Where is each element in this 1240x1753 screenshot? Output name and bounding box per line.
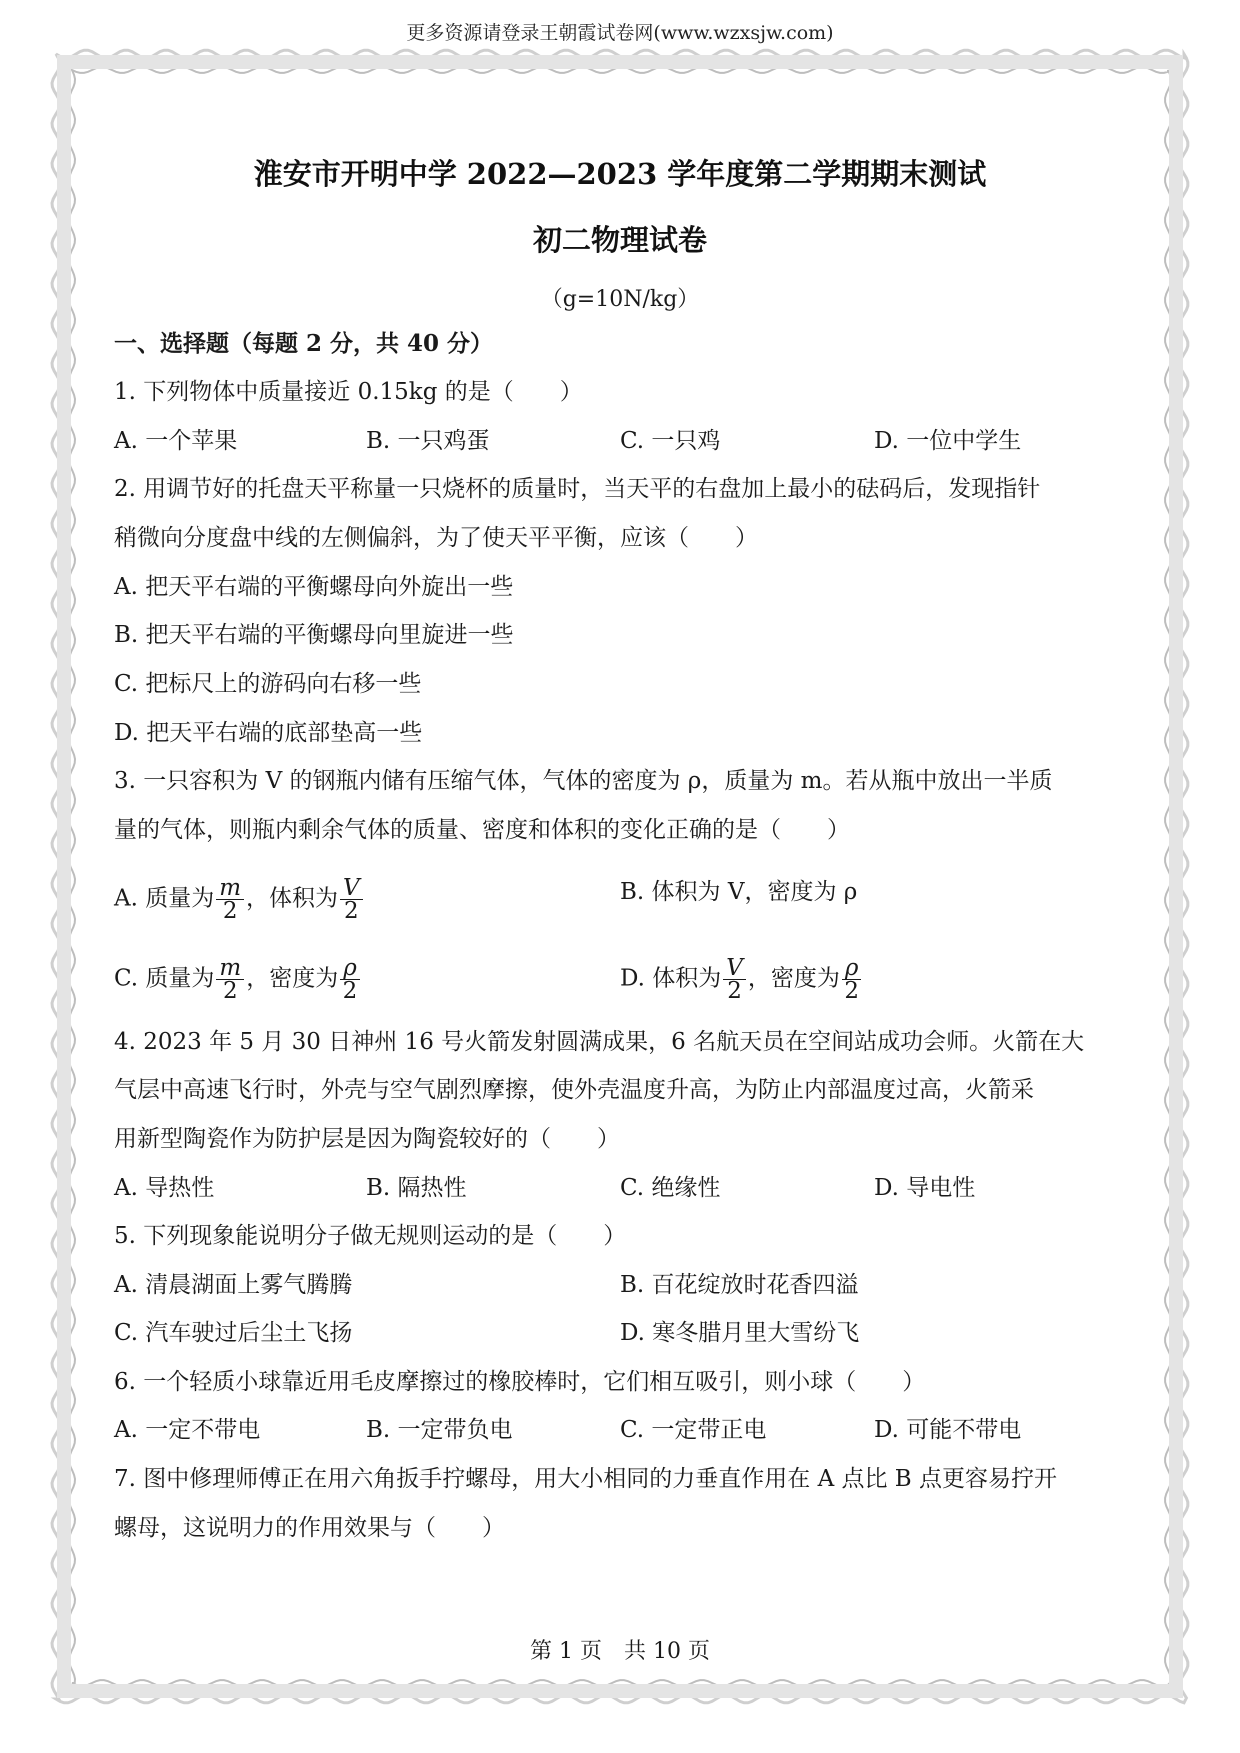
q3-d-prefix: D. 体积为 xyxy=(620,965,722,992)
gravity-condition: （g=10N/kg） xyxy=(540,287,700,312)
q1-option-b: B. 一只鸡蛋 xyxy=(366,428,490,454)
q4-option-d: D. 导电性 xyxy=(874,1175,976,1201)
section-heading: 一、选择题（每题 2 分，共 40 分） xyxy=(114,330,494,357)
question-6-stem: 6. 一个轻质小球靠近用毛皮摩擦过的橡胶棒时，它们相互吸引，则小球（ ） xyxy=(114,1369,926,1395)
q6-option-a: A. 一定不带电 xyxy=(114,1417,261,1443)
fraction-rho-over-2: $\frac{\rho}{2}$ xyxy=(340,957,360,1002)
fraction-m-over-2: $\frac{m}{2}$ xyxy=(216,877,244,922)
q1-option-d: D. 一位中学生 xyxy=(874,428,1022,454)
q6-option-d: D. 可能不带电 xyxy=(874,1417,1022,1443)
q2-option-a: A. 把天平右端的平衡螺母向外旋出一些 xyxy=(114,574,514,600)
fraction-v-over-2: $\frac{V}{2}$ xyxy=(723,957,746,1002)
exam-subtitle: 初二物理试卷 xyxy=(532,223,707,257)
fraction-v-over-2: $\frac{V}{2}$ xyxy=(340,877,363,922)
exam-title: 淮安市开明中学 2022—2023 学年度第二学期期末测试 xyxy=(253,157,987,191)
q4-option-a: A. 导热性 xyxy=(114,1175,215,1201)
q5-option-a: A. 清晨湖面上雾气腾腾 xyxy=(114,1272,353,1298)
q5-option-c: C. 汽车驶过后尘土飞扬 xyxy=(114,1320,353,1346)
q3-option-c xyxy=(114,957,362,1002)
q3-c-prefix: C. 质量为 xyxy=(114,965,215,992)
q3-a-prefix: A. 质量为 xyxy=(114,885,215,912)
question-3-stem-line2: 量的气体，则瓶内剩余气体的质量、密度和体积的变化正确的是（ ） xyxy=(114,817,850,843)
question-4-stem-line2: 气层中高速飞行时，外壳与空气剧烈摩擦，使外壳温度升高，为防止内部温度过高，火箭采 xyxy=(114,1077,1034,1103)
q3-d-middle: ，密度为 xyxy=(747,965,840,992)
q3-a-middle: ，体积为 xyxy=(246,885,339,912)
question-7-stem-line2: 螺母，这说明力的作用效果与（ ） xyxy=(114,1515,505,1541)
q4-option-c: C. 绝缘性 xyxy=(620,1175,721,1201)
q2-option-b: B. 把天平右端的平衡螺母向里旋进一些 xyxy=(114,622,514,648)
q3-option-d xyxy=(620,957,863,1002)
page-footer: 第 1 页 共 10 页 xyxy=(530,1639,710,1664)
question-2-stem-line2: 稍微向分度盘中线的左侧偏斜，为了使天平平衡，应该（ ） xyxy=(114,525,758,551)
q6-option-c: C. 一定带正电 xyxy=(620,1417,767,1443)
q4-option-b: B. 隔热性 xyxy=(366,1175,467,1201)
question-5-stem: 5. 下列现象能说明分子做无规则运动的是（ ） xyxy=(114,1223,627,1249)
q6-option-b: B. 一定带负电 xyxy=(366,1417,513,1443)
fraction-m-over-2: $\frac{m}{2}$ xyxy=(216,957,244,1002)
question-4-stem-line1: 4. 2023 年 5 月 30 日神州 16 号火箭发射圆满成果，6 名航天员在空间站成功会师。火箭在大 xyxy=(114,1029,1085,1055)
q3-c-middle: ，密度为 xyxy=(246,965,339,992)
q3-option-a xyxy=(114,877,365,922)
q2-option-d: D. 把天平右端的底部垫高一些 xyxy=(114,720,423,746)
question-1-stem: 1. 下列物体中质量接近 0.15kg 的是（ ） xyxy=(114,379,583,405)
question-4-stem-line3: 用新型陶瓷作为防护层是因为陶瓷较好的（ ） xyxy=(114,1126,620,1152)
q5-option-b: B. 百花绽放时花香四溢 xyxy=(620,1272,859,1298)
q5-option-d: D. 寒冬腊月里大雪纷飞 xyxy=(620,1320,860,1346)
q2-option-c: C. 把标尺上的游码向右移一些 xyxy=(114,671,422,697)
q3-option-b: B. 体积为 V，密度为 ρ xyxy=(620,879,858,905)
question-2-stem-line1: 2. 用调节好的托盘天平称量一只烧杯的质量时，当天平的右盘加上最小的砝码后，发现指针 xyxy=(114,476,1041,502)
source-note: 更多资源请登录王朝霞试卷网(www.wzxsjw.com) xyxy=(406,22,834,44)
question-3-stem-line1: 3. 一只容积为 V 的钢瓶内储有压缩气体，气体的密度为 ρ，质量为 m。若从瓶中放出一半质 xyxy=(114,768,1053,794)
q1-option-a: A. 一个苹果 xyxy=(114,428,238,454)
question-7-stem-line1: 7. 图中修理师傅正在用六角扳手拧螺母，用大小相同的力垂直作用在 A 点比 B 点更容易拧开 xyxy=(114,1466,1058,1492)
q1-option-c: C. 一只鸡 xyxy=(620,428,721,454)
fraction-rho-over-2: $\frac{\rho}{2}$ xyxy=(842,957,862,1002)
